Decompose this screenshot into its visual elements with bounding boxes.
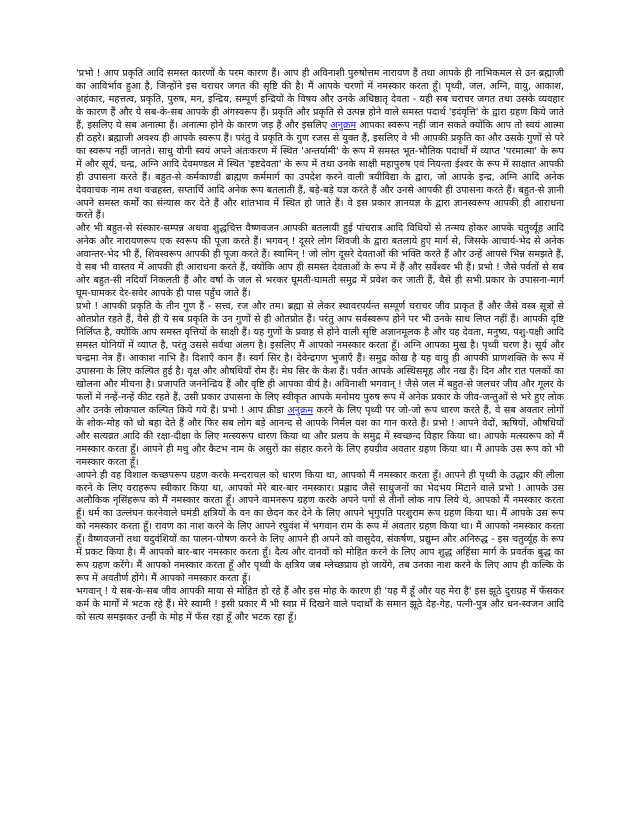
document-body xyxy=(76,68,564,625)
paragraph-text: करने के लिए पृथ्वी पर जो-जो रूप धारण करते हैं, वे सब अवतार लोगों के शोक-मोह को धो बहा देते हैं और फिर सब लोग बड़े आनन्द से आपके निर्मल यश का गान करते हैं। प्रभो ! आपने वेदों, ऋषियों, औषधियों और सत्यव्रत आदि की रक्षा-दीक्षा के लिए मत्स्यरूप धारण किया था और प्रलय के समुद्र में स्वच्छन्द विहार किया था। आपके मत्स्यरूप को मैं नमस्कार करता हूँ। आपने ही मधु और कैटभ नाम के असुरों का संहार करने के लिए हयग्रीव अवतार ग्रहण किया था। मैं आपके उस रूप को भी नमस्कार करता हूँ। xyxy=(76,404,564,468)
index-link[interactable]: अनुक्रम xyxy=(287,404,314,416)
paragraph-text: प्रभो ! आपकी प्रकृति के तीन गुण हैं - सत्त्व, रज और तम। ब्रह्मा से लेकर स्थावरपर्यन्त सम्पूर्ण चराचर जीव प्राकृत हैं और जैसे वस्त्र सूत्रों से ओतप्रोत रहते हैं, वैसे ही ये सब प्रकृति के उन गुणों से ही ओतप्रोत हैं। परंतु आप सर्वस्वरूप होने पर भी उनके साथ लिप्त नहीं हैं। आपकी दृष्टि निर्लिप्त है, क्योंकि आप समस्त वृत्तियों के साक्षी हैं। यह गुणों के प्रवाह से होने वाली सृष्टि अज्ञानमूलक है और यह देवता, मनुष्य, पशु-पक्षी आदि समस्त योनियों में व्याप्त है, परंतु उससे सर्वथा अलग है। इसलिए मैं आपको नमस्कार करता हूँ। अग्नि आपका मुख है। पृथ्वी चरण है। सूर्य और चन्द्रमा नेत्र हैं। आकाश नाभि है। दिशाएँ कान हैं। स्वर्ग सिर है। देवेन्द्रगण भुजाएँ हैं। समुद्र कोख है यह वायु ही आपकी प्राणशक्ति के रूप में उपासना के लिए कल्पित हुई है। वृक्ष और औषधियाँ रोम हैं। मेघ सिर के केश हैं। पर्वत आपके अस्थिसमूह और नख हैं। दिन और रात पलकों का खोलना और मीचना है। प्रजापति जननेन्द्रिय हैं और वृष्टि ही आपका वीर्य है। अविनाशी भगवान् ! जैसे जल में बहुत-से जलचर जीव और गूलर के फलों में नन्हें-नन्हें कीट रहते हैं, उसी प्रकार उपासना के लिए स्वीकृत आपके मनोमय पुरुष रूप में अनेक प्रकार के जीव-जन्तुओं से भरे हुए लोक और उनके लोकपाल कल्पित किये गये हैं। प्रभो ! आप क्रीडा xyxy=(76,301,564,416)
paragraph-text: आपका स्वरूप नहीं जान सकते क्योंकि आप तो स्वयं आत्मा ही ठहरे। ब्रह्माजी अवश्य ही आपके स्वरूप हैं। परंतु वे प्रकृति के गुण रजस से युक्त हैं, इसलिए वे भी आपकी प्रकृति का और उसके गुणों से परे का स्वरूप नहीं जानते। साधु योगी स्वयं अपने अंतःकरण में स्थित 'अन्तर्यामी' के रूप में समस्त भूत-भौतिक पदार्थों में व्याप्त 'परमात्मा' के रूप में और सूर्य, चन्द्र, अग्नि आदि देवमण्डल में स्थित 'इष्टदेवता' के रूप में तथा उनके साक्षी महापुरुष एवं नियन्ता ईश्वर के रूप में साक्षात आपकी ही उपासना करते हैं। बहुत-से कर्मकाण्डी ब्राह्मण कर्ममार्ग का उपदेश करने वाली त्रयीविद्या के द्वारा, जो आपके इन्द्र, अग्नि आदि अनेक देववाचक नाम तथा वज्रहस्त, सप्तार्चि आदि अनेक रूप बतलाती हैं, बड़े-बड़े यज्ञ करते हैं और उनसे आपकी ही उपासना करते हैं। बहुत-से ज्ञानी अपने समस्त कर्मों का संन्यास कर देते हैं और शांतभाव में स्थित हो जाते हैं। वे इस प्रकार ज्ञानयज्ञ के द्वारा ज्ञानस्वरूप आपकी ही आराधना करते हैं। xyxy=(76,119,564,222)
paragraph-text: 'प्रभो ! आप प्रकृति आदि समस्त कारणों के परम कारण हैं। आप ही अविनाशी पुरुषोत्तम नारायण हैं तथा आपके ही नाभिकमल से उन ब्रह्माजी का आविर्भाव हुआ है, जिन्होंने इस चराचर जगत की सृष्टि की है। मैं आपके चरणों में नमस्कार करता हूँ। पृथ्वी, जल, अग्नि, वायु, आकाश, अहंकार, महत्तत्व, प्रकृति, पुरुष, मन, इन्द्रिय, सम्पूर्ण इन्द्रियों के विषय और उनके अधिष्ठातृ देवता - यही सब चराचर जगत तथा उसके व्यवहार के कारण हैं और ये सब-के-सब आपके ही अंगस्वरूप हैं। प्रकृति और प्रकृति से उत्पन्न होने वाले समस्त पदार्थ 'इदंवृत्ति' के द्वारा ग्रहण किये जाते हैं, इसलिए ये सब अनात्मा हैं। अनात्मा होने के कारण जड़ हैं और इसलिए xyxy=(76,68,564,131)
index-link[interactable]: अनुक्रम xyxy=(330,119,357,131)
paragraph xyxy=(76,301,564,469)
paragraph: भगवान् ! ये सब-के-सब जीव आपकी माया से मोहित हो रहे हैं और इस मोह के कारण ही 'यह मैं हूँ और यह मेरा है' इस झूठे दुराग्रह में फँसकर कर्म के मार्गों में भटक रहे हैं। मेरे स्वामी ! इसी प्रकार मैं भी स्वप्न में दिखने वाले पदार्थों के समान झूठे देह-गेह, पत्नी-पुत्र और धन-स्वजन आदि को सत्य समझकर उन्हीं के मोह में फँस रहा हूँ और भटक रहा हूँ। xyxy=(76,586,564,624)
paragraph: और भी बहुत-से संस्कार-सम्पन्न अथवा शुद्धचित्त वैष्णवजन आपकी बतलायी हुई पांचरात्र आदि विधियों से तन्मय होकर आपके चतुर्व्यूह आदि अनेक और नारायणरूप एक स्वरूप की पूजा करते हैं। भगवन् ! दूसरे लोग शिवजी के द्वारा बतलाये हुए मार्ग से, जिसके आचार्य-भेद से अनेक अवान्तर-भेद भी हैं, शिवस्वरूप आपकी ही पूजा करते हैं। स्वामिन् ! जो लोग दूसरे देवताओं की भक्ति करते हैं और उन्हें आपसे भिन्न समझते हैं, वे सब भी वास्तव में आपकी ही आराधना करते हैं, क्योंकि आप ही समस्त देवताओं के रूप में हैं और सर्वेश्वर भी हैं। प्रभो ! जैसे पर्वतों से सब ओर बहुत-सी नदियाँ निकलती हैं और वर्षा के जल से भरकर घूमती-घामती समुद्र में प्रवेश कर जाती हैं, वैसे ही सभी प्रकार के उपासना-मार्ग घूम-घामकर देर-सवेर आपके ही पास पहुँच जाते हैं। xyxy=(76,223,564,300)
paragraph: आपने ही वह विशाल कच्छपरूप ग्रहण करके मन्दराचल को धारण किया था, आपको मैं नमस्कार करता हूँ। आपने ही पृथ्वी के उद्धार की लीला करने के लिए वराहरूप स्वीकार किया था, आपको मेरे बार-बार नमस्कार। प्रह्लाद जैसे साधुजनों का भेदभय मिटाने वाले प्रभो ! आपके उस अलौकिक नृसिंहरूप को मैं नमस्कार करता हूँ। आपने वामनरूप ग्रहण करके अपने पगों से तीनों लोक नाप लिये थे, आपको मैं नमस्कार करता हूँ। धर्म का उल्लंघन करनेवाले घमंडी क्षत्रियों के वन का छेदन कर देने के लिए आपने भृगुपति परशुराम रूप ग्रहण किया था। मैं आपके उस रूप को नमस्कार करता हूँ। रावण का नाश करने के लिए आपने रघुवंश में भगवान राम के रूप में अवतार ग्रहण किया था। मैं आपको नमस्कार करता हूँ। वैष्णवजनों तथा यदुवंशियों का पालन-पोषण करने के लिए आपने ही अपने को वासुदेव, संकर्षण, प्रद्युम्न और अनिरुद्ध - इस चतुर्व्यूह के रूप में प्रकट किया है। मैं आपको बार-बार नमस्कार करता हूँ। दैत्य और दानवों को मोहित करने के लिए आप शुद्ध अहिंसा मार्ग के प्रवर्तक बुद्ध का रूप ग्रहण करेंगे। मैं आपको नमस्कार करता हूँ और पृथ्वी के क्षत्रिय जब म्लेच्छप्राय हो जायेंगे, तब उनका नाश करने के लिए आप ही कल्कि के रूप में अवतीर्ण होंगे। मैं आपको नमस्कार करता हूँ। xyxy=(76,469,564,585)
paragraph xyxy=(76,68,564,223)
